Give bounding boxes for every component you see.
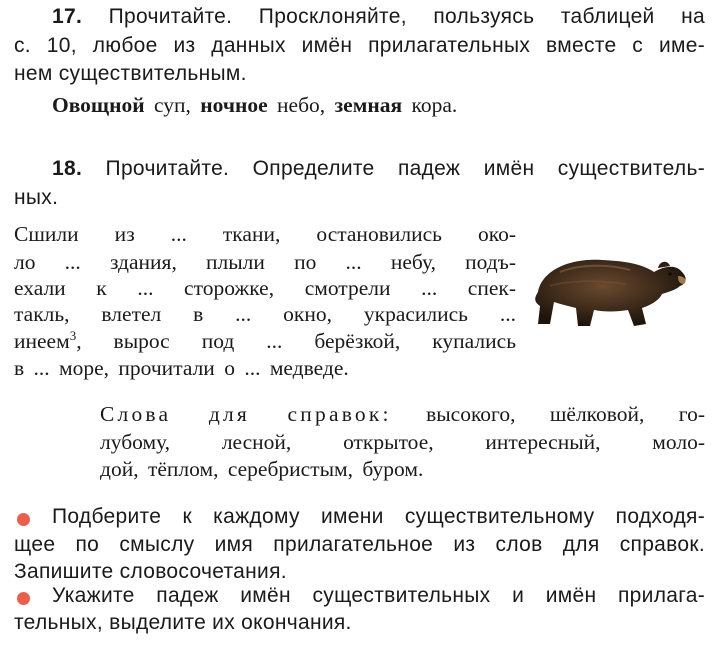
bullet-icon bbox=[17, 513, 30, 526]
ex18-text-line-4: такль, влетел в ... окно, украсились ... bbox=[14, 302, 516, 326]
ex18-text-line-2: ло ... здания, плыли по ... небу, подъ- bbox=[14, 250, 516, 274]
bear-illustration bbox=[530, 250, 690, 335]
task-1-line-1: Подберите к каждому имени существительному подходя- bbox=[52, 505, 705, 528]
ex18-instruction-line-2: ных. bbox=[14, 186, 59, 209]
bullet-icon bbox=[17, 592, 30, 605]
adjective-bold: земная bbox=[334, 93, 403, 117]
reference-label: Слова для справок: bbox=[100, 402, 392, 426]
ex18-instruction-line-1: 18. Прочитайте. Определите падеж имён существитель- bbox=[52, 157, 705, 180]
footnote-mark: 3 bbox=[69, 327, 77, 343]
reference-words-line-1: Слова для справок: высокого, шёлковой, го- bbox=[100, 402, 705, 426]
ex18-text-line-5: инеем$^3$, вырос под ... берёзкой, купались bbox=[14, 327, 516, 353]
adjective-bold: ночное bbox=[200, 93, 268, 117]
task-2-line-1: Укажите падеж имён существительных и имён прилага- bbox=[52, 584, 705, 607]
task-1-line-2: щее по смыслу имя прилагательное из слов для справок. bbox=[14, 533, 705, 556]
ex17-phrases: Овощной суп, ночное небо, земная кора. bbox=[52, 93, 458, 117]
ex18-text-line-1: Сшили из ... ткани, остановились око- bbox=[14, 222, 516, 246]
ex17-instruction-line-3: нем существительным. bbox=[14, 62, 247, 85]
ex17-instruction-line-2: с. 10, любое из данных имён прилагательных вместе с име- bbox=[14, 34, 705, 57]
reference-words-line-2: лубому, лесной, открытое, интересный, моло- bbox=[100, 430, 705, 454]
ex18-number: 18. bbox=[52, 157, 83, 180]
ex18-text-line-3: ехали к ... сторожке, смотрели ... спек- bbox=[14, 276, 516, 300]
ex18-text-line-6: в ... море, прочитали о ... медведе. bbox=[14, 356, 349, 380]
ex17-instruction-line-1: 17. Прочитайте. Просклоняйте, пользуясь таблицей на bbox=[52, 5, 705, 28]
task-1-line-3: Запишите словосочетания. bbox=[14, 560, 287, 583]
adjective-bold: Овощной bbox=[52, 93, 145, 117]
ex17-number: 17. bbox=[52, 5, 83, 28]
reference-words-line-3: дой, тёплом, серебристым, буром. bbox=[100, 457, 424, 481]
task-2-line-2: тельных, выделите их окончания. bbox=[14, 611, 352, 634]
